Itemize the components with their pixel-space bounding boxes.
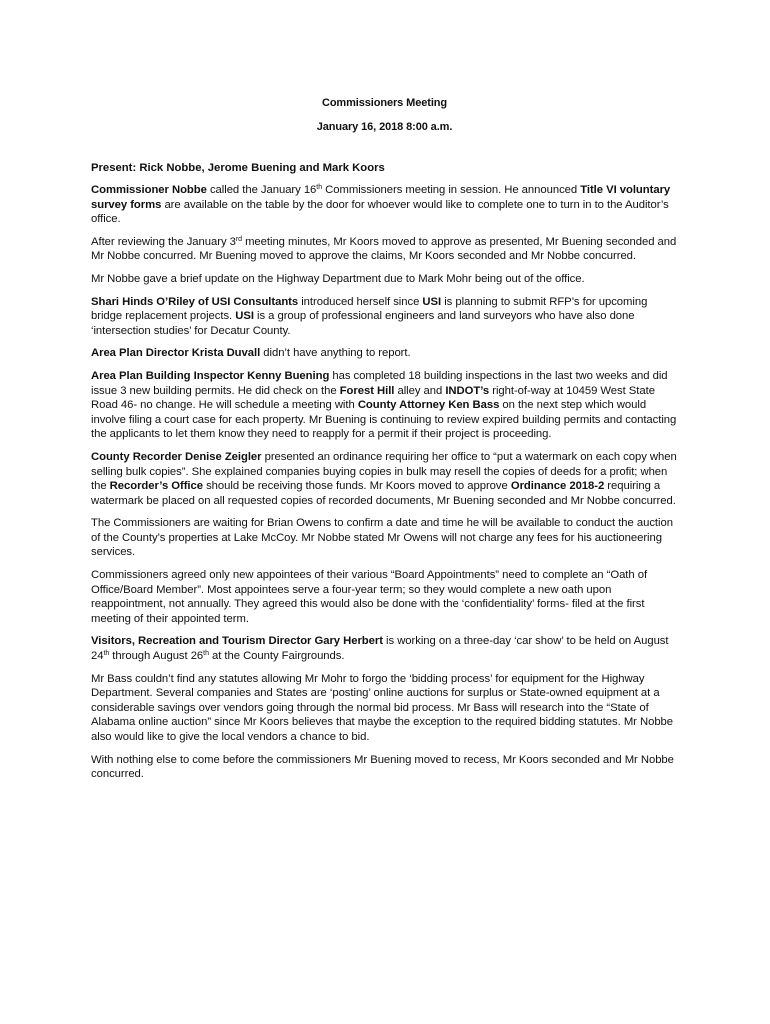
bold-text: Recorder’s Office: [109, 480, 203, 493]
bold-text: County Recorder Denise Zeigler: [91, 450, 262, 463]
text-run: With nothing else to come before the commissioners Mr Buening moved to recess, Mr Koors seconded and Mr Nobbe concurred.: [91, 753, 674, 781]
paragraph-tourism-car-show: [91, 634, 678, 663]
text-run: Commissioners meeting in session. He announced: [322, 184, 581, 196]
meeting-date: January 16, 2018 8:00 a.m.: [316, 121, 453, 133]
superscript: th: [316, 184, 323, 191]
text-run: is a group of professional engineers and land surveyors who have also done ‘intersection studies’ for Decatur County.: [91, 310, 635, 337]
paragraph-minutes-approval: [91, 235, 678, 264]
text-run: is working on a three-day ‘car show’ to be held on August 24: [91, 635, 669, 663]
paragraph-lake-mccoy-auction: [91, 516, 678, 560]
text-run: alley and: [394, 384, 446, 397]
text-run: should be receiving those funds. Mr Koors moved to approve: [202, 480, 511, 493]
text-run: called the January 16: [206, 184, 317, 196]
text-run: presented an ordinance requiring her office to “put a watermark on each copy when selling bulk copies”. She explained companies buying copies in bulk may resell the copies of deeds for a profit; when the: [91, 450, 677, 493]
text-run: introduced herself since: [298, 295, 423, 308]
text-run: Mr Bass couldn’t find any statutes allowing Mr Mohr to forgo the ‘bidding process’ for equipment for the Highway Department. Several companies and States are ‘posting’ online auctions for surplus or State-owned equipment at a considerable savings over vendors going through the normal bid process. Mr Bass will research into the “State of Alabama online auction” since Mr Koors believes that maybe the exception to the required bidding statutes. Mr Nobbe also would like to give the local vendors a chance to bid.: [91, 672, 674, 743]
text-run: Mr Nobbe gave a brief update on the Highway Department due to Mark Mohr being out of the office.: [91, 272, 585, 285]
superscript: th: [103, 650, 110, 658]
text-run: meeting minutes, Mr Koors moved to approve as presented, Mr Buening seconded and Mr Nobbe concurred. Mr Buening moved to approve the claims, Mr Koors seconded and Mr Nobbe concurred.: [91, 235, 677, 263]
text-run: didn’t have anything to report.: [260, 347, 411, 360]
text-run: requiring a watermark be placed on all requested copies of recorded documents, Mr Buening seconded and Mr Nobbe concurred.: [91, 480, 676, 507]
paragraph-area-plan-director: [91, 346, 678, 361]
text-run: through August 26: [109, 650, 204, 663]
text-run: right-of-way at 10459 West State Road 46- no change. He will schedule a meeting with: [91, 384, 655, 412]
bold-text: Visitors, Recreation and Tourism Director Gary Herbert: [91, 635, 383, 648]
bold-text: Shari Hinds O’Riley of USI Consultants: [91, 295, 299, 308]
text-run: at the County Fairgrounds.: [208, 650, 345, 663]
document-title: Commissioners Meeting: [321, 97, 448, 109]
attendees-line: Present: Rick Nobbe, Jerome Buening and Mark Koors: [91, 162, 385, 174]
text-run: After reviewing the January 3: [91, 235, 236, 248]
text-run: The Commissioners are waiting for Brian Owens to confirm a date and time he will be available to conduct the auction of the County’s properties at Lake McCoy. Mr Nobbe stated Mr Owens will not charge any fees for his auctioneering services.: [91, 517, 673, 559]
paragraph-board-appointments: [91, 568, 678, 626]
bold-text: Area Plan Building Inspector Kenny Buening: [91, 369, 330, 382]
bold-text: USI: [235, 310, 254, 323]
bold-text: Area Plan Director Krista Duvall: [91, 347, 261, 360]
text-run: are available on the table by the door for whoever would like to complete one to turn in to the Auditor’s office.: [91, 198, 669, 226]
text-run: has completed 18 building inspections in the last two weeks and did issue 3 new building permits. He did check on the: [91, 369, 668, 397]
paragraph-usi-consultants: [91, 295, 678, 339]
bold-text: County Attorney Ken Bass: [357, 399, 500, 412]
text-run: Commissioners agreed only new appointees of their various “Board Appointments” need to complete an “Oath of Office/Board Member”. Most appointees serve a four-year term; so they would complete a new oath upon reappointment, not annually. They agreed this would also be done with the ‘confidentiality’ forms- filed at the first meeting of their appointed term.: [91, 569, 648, 625]
paragraph-call-to-order: [91, 183, 678, 227]
superscript: th: [203, 650, 209, 658]
paragraph-county-recorder: [91, 450, 678, 508]
bold-text: Forest Hill: [339, 384, 395, 397]
superscript: rd: [235, 235, 242, 243]
paragraph-building-inspector: [91, 369, 678, 442]
paragraph-recess: [91, 753, 678, 782]
bold-text: INDOT’s: [445, 384, 490, 397]
bold-text: Title VI voluntary survey forms: [91, 184, 671, 211]
bold-text: Commissioner Nobbe: [91, 184, 207, 196]
text-run: is planning to submit RFP’s for upcoming bridge replacement projects.: [91, 295, 648, 323]
bold-text: USI: [422, 295, 442, 308]
bold-text: Ordinance 2018-2: [510, 480, 605, 493]
paragraph-highway-update: [91, 272, 678, 287]
text-run: on the next step which would involve filing a court case for each property. Mr Buening is continuing to review expired building permits and contacting the applicants to let them know they need to reapply for a permit if their project is proceeding.: [91, 399, 677, 441]
paragraph-bidding-process: [91, 672, 678, 745]
